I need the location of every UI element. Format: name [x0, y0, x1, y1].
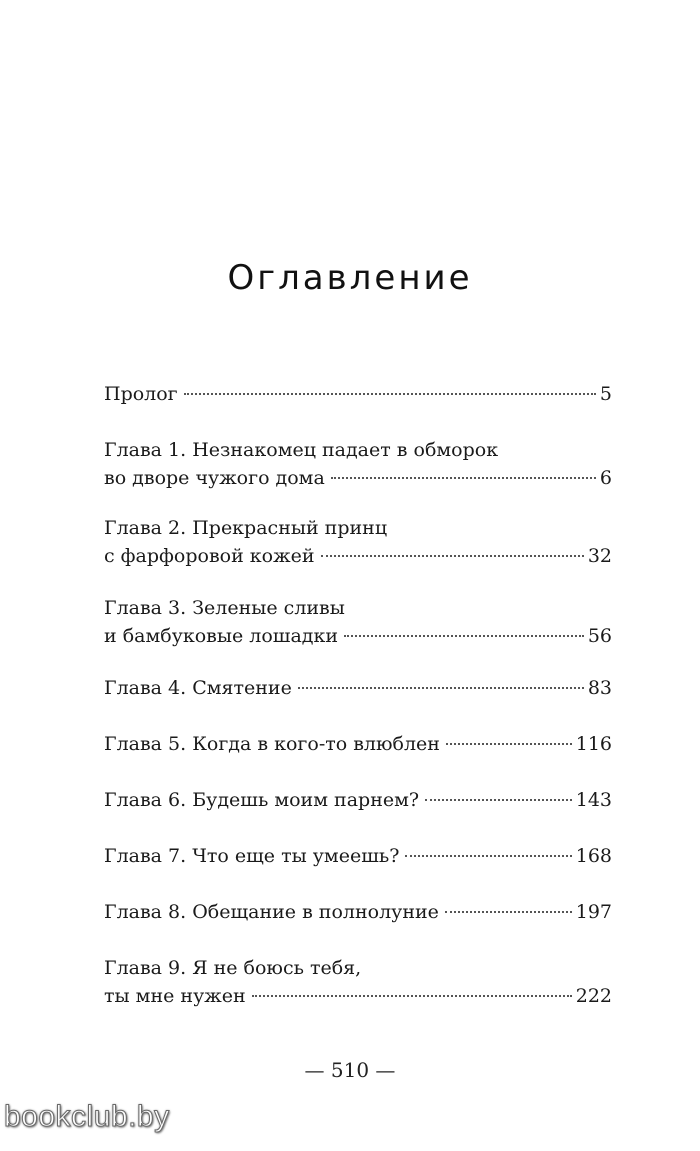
toc-entry-page: 168: [575, 845, 612, 867]
toc-entry-page: 56: [587, 625, 612, 647]
toc-entry-page: 116: [575, 733, 612, 755]
toc-entry-page: 32: [587, 545, 612, 567]
toc-entry-title-line: Глава 3. Зеленые сливы: [104, 597, 345, 619]
dot-leader: [446, 743, 572, 745]
toc-entry-page: 143: [575, 789, 612, 811]
toc-entry-title: и бамбуковые лошадки: [104, 625, 339, 647]
toc-entry-chapter-8: [104, 898, 612, 926]
toc-entry-title: Глава 7. Что еще ты умеешь?: [104, 845, 400, 867]
toc-entry-title: ты мне нужен: [104, 985, 246, 1007]
toc-entry-chapter-7: [104, 842, 612, 870]
toc-entry-page: 5: [599, 383, 612, 405]
toc-entry-chapter-9: [104, 954, 612, 1010]
dot-leader: [331, 477, 596, 479]
dot-leader: [425, 799, 572, 801]
toc-entry-title: Глава 4. Смятение: [104, 677, 292, 699]
toc-entry-title-line: Глава 2. Прекрасный принц: [104, 517, 388, 539]
toc-entry-title: Глава 6. Будешь моим парнем?: [104, 789, 420, 811]
dot-leader: [184, 393, 596, 395]
toc-entry-page: 83: [587, 677, 612, 699]
toc-entry-title: Глава 8. Обещание в полнолуние: [104, 901, 439, 923]
toc-title: Оглавление: [227, 258, 473, 298]
dot-leader: [252, 995, 572, 997]
toc-entry-chapter-4: [104, 674, 612, 702]
toc-entry-page: 6: [599, 467, 612, 489]
dot-leader: [445, 911, 572, 913]
dot-leader: [405, 855, 571, 857]
dot-leader: [344, 635, 584, 637]
toc-entry-chapter-6: [104, 786, 612, 814]
toc-entry-title: Пролог: [104, 383, 178, 405]
toc-entry-title-line: Глава 1. Незнакомец падает в обморок: [104, 439, 499, 461]
toc-entry-title: с фарфоровой кожей: [104, 545, 315, 567]
toc-entry-chapter-5: [104, 730, 612, 758]
dot-leader: [298, 687, 584, 689]
toc-entry-title-line: Глава 9. Я не боюсь тебя,: [104, 957, 362, 979]
toc-entry-chapter-1: [104, 436, 612, 492]
toc-entry-title: во дворе чужого дома: [104, 467, 325, 489]
toc-entry-chapter-2: [104, 514, 612, 570]
dot-leader: [321, 555, 584, 557]
page-number: — 510 —: [304, 1058, 396, 1082]
toc-entry-title: Глава 5. Когда в кого-то влюблен: [104, 733, 440, 755]
toc-entry-prologue: [104, 380, 612, 408]
watermark: bookclub.by: [4, 1100, 170, 1133]
toc-entry-chapter-3: [104, 594, 612, 650]
toc-entry-page: 197: [575, 901, 612, 923]
toc-entry-page: 222: [575, 985, 612, 1007]
